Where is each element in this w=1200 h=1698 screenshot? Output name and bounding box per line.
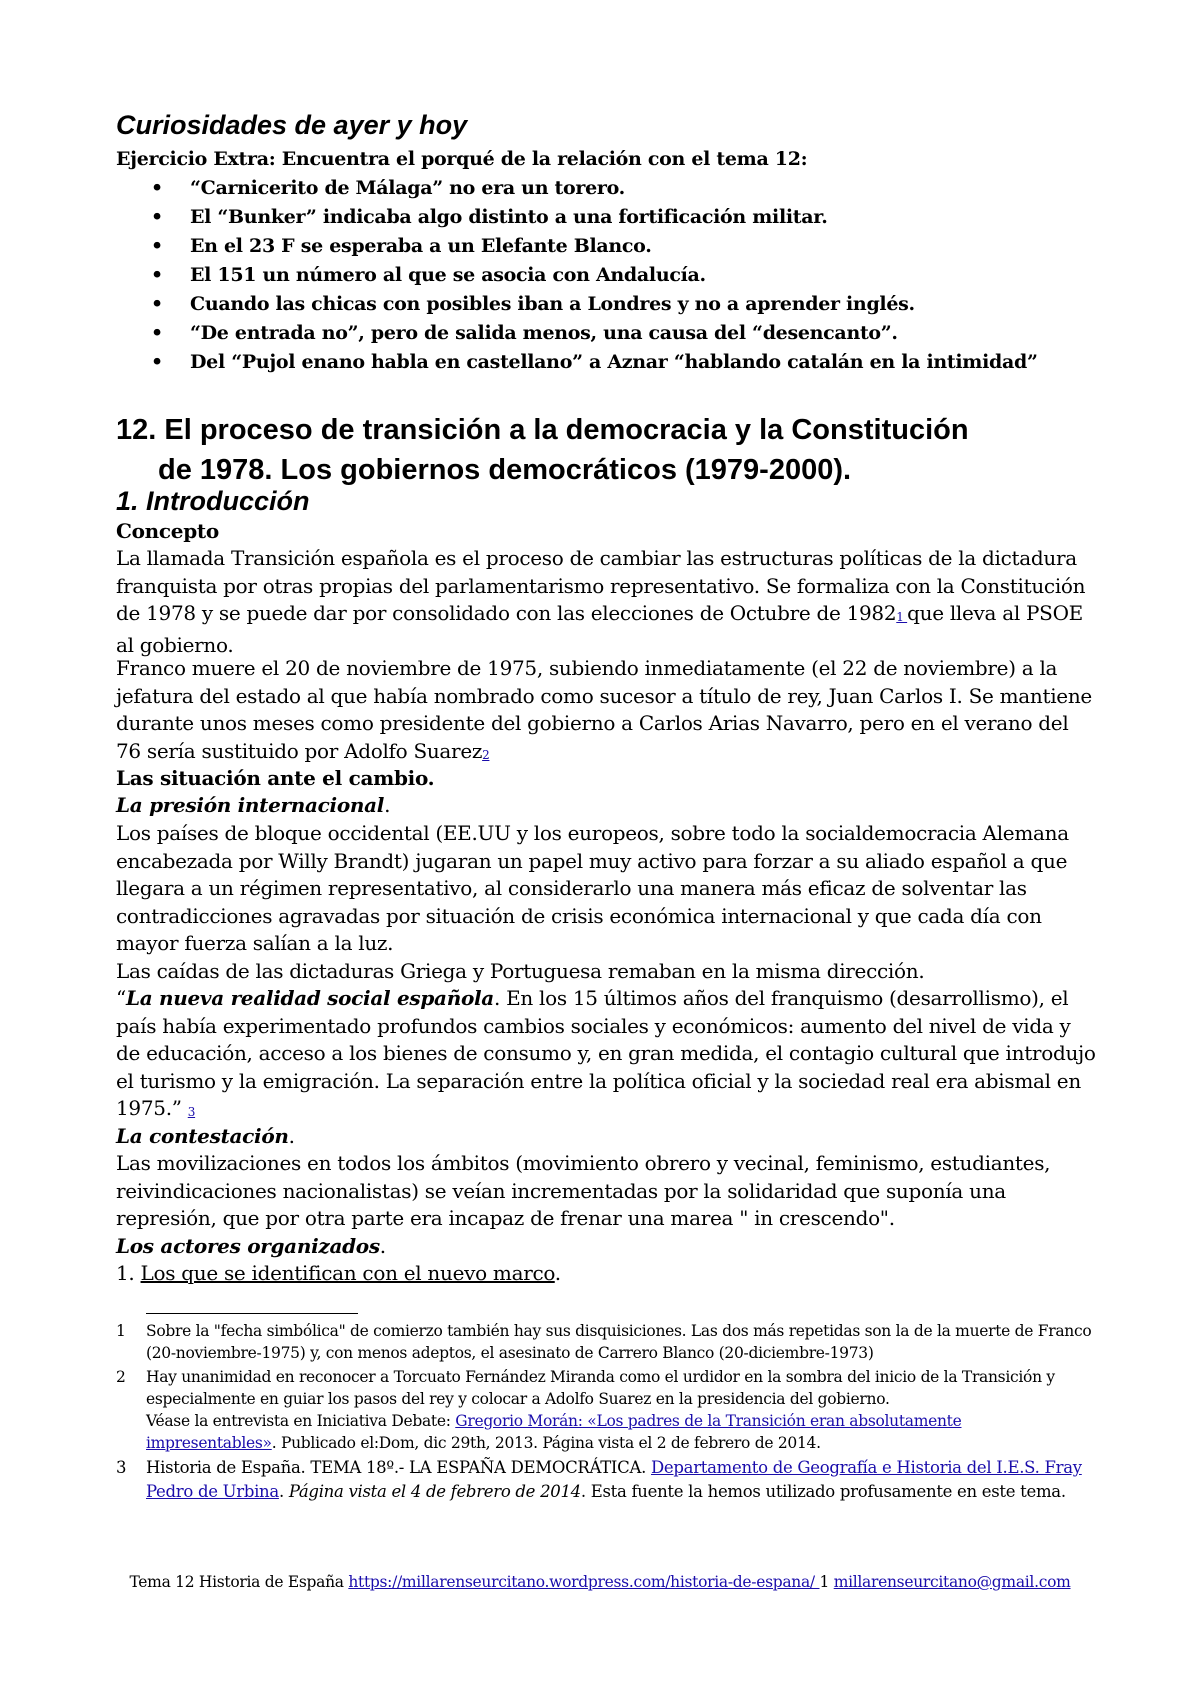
footnote-2-link[interactable]: Gregorio Morán: «Los padres de la Transición eran absolutamente impresentables» [146,1412,962,1452]
concepto-paragraph-1 [116,545,1096,659]
main-heading-line2: de 1978. Los gobiernos democráticos (1979-2000). [158,454,852,486]
contestacion-heading [116,1123,1096,1151]
bullet-icon: • [151,206,163,228]
footnote-1-text: Sobre la "fecha simbólica" de comierzo también hay sus disquisiciones. Las dos más repetidas son la de la muerte de Franco (20-noviembre-1975) y, con menos adeptos, el asesinato de Carrero Blanco (20-diciembre-1973) [146,1322,1092,1362]
actores-item-num: 1. [116,1261,141,1285]
footnote-1 [116,1320,1096,1366]
contestacion-period: . [288,1124,295,1148]
concepto-text-b: que lleva al PSOE al gobierno. [116,601,1083,657]
curiosidades-item-text: Del “Pujol enano habla en castellano” a Aznar “hablando catalán en la intimidad” [190,351,1038,373]
footnote-2-text-b: Véase la entrevista en Iniciativa Debate: [146,1412,456,1430]
actores-label: Los actores organizados [116,1234,380,1258]
nueva-text: . En los 15 últimos años del franquismo (desarrollismo), el país había experimentado profundos cambios sociales y económicos: aumento del nivel de vida y de educación, acceso a los bienes de consumo y, en gran medida, el contagio cultural que introdujo el turismo y la emigración. La separación entre la política oficial y la sociedad real era abismal en 1975.” [116,986,1096,1120]
actores-period: . [379,1234,386,1258]
footnote-2-number: 2 [116,1368,126,1386]
curiosidades-item-text: El “Bunker” indicaba algo distinto a una fortificación militar. [190,206,828,228]
footnote-3-number: 3 [116,1458,127,1477]
concepto-paragraph-2 [116,655,1096,769]
bullet-icon: • [151,293,163,315]
contestacion-label: La contestación [116,1124,289,1148]
contestacion-paragraph: Las movilizaciones en todos los ámbitos (movimiento obrero y vecinal, feminismo, estudiantes, reivindicaciones nacionalistas) se veían incrementadas por la solidaridad que suponía una represión, que por otra parte era incapaz de frenar una marea " in crescendo". [116,1151,1051,1230]
footnote-3-italic: Página vista el 4 de febrero de 2014 [288,1481,581,1501]
concepto-text-2: Franco muere el 20 de noviembre de 1975, subiendo inmediatamente (el 22 de noviembre) a la jefatura del estado al que había nombrado como sucesor a título de rey, Juan Carlos I. Se mantiene durante unos meses como presidente del gobierno a Carlos Arias Navarro, pero en el verano del 76 sería sustituido por Adolfo Suarez [116,656,1092,763]
situacion-label: Las situación ante el cambio. [116,766,435,790]
footnote-separator [146,1313,358,1314]
footnote-3-text-b: . [278,1481,289,1501]
footnote-3-link[interactable]: Departamento de Geografía e Historia del I.E.S. Fray Pedro de Urbina [146,1458,1082,1501]
footnote-1-number: 1 [116,1322,126,1340]
presion-heading [116,792,1096,820]
footer-email-link[interactable]: millarenseurcitano@gmail.com [833,1573,1071,1591]
actores-item-text: Los que se identifican con el nuevo marco [140,1261,555,1285]
footnote-3-text-c: . Esta fuente la hemos utilizado profusamente en este tema. [580,1481,1066,1501]
actores-item-period: . [554,1261,561,1285]
bullet-icon: • [151,322,163,344]
footnote-ref-3[interactable]: 3 [187,1105,196,1119]
footnote-2-text-a: Hay unanimidad en reconocer a Torcuato Fernández Miranda como el urdidor en la sombra del inicio de la Transición y especialmente en guiar los pasos del rey y colocar a Adolfo Suarez en la presidencia del gobierno. [146,1368,1055,1408]
page-footer [0,1573,1200,1591]
presion-label: La presión internacional [116,793,385,817]
curiosidades-item-text: El 151 un número al que se asocia con Andalucía. [190,264,706,286]
actores-heading [116,1233,1096,1261]
concepto-label: Concepto [116,519,219,543]
nueva-label: La nueva realidad social española [125,986,494,1010]
bullet-icon: • [151,177,163,199]
curiosidades-item-text: “Carnicerito de Málaga” no era un torero. [190,177,625,199]
footnote-3-body [146,1456,1096,1503]
curiosidades-item-text: Cuando las chicas con posibles iban a Londres y no a aprender inglés. [190,293,915,315]
bullet-icon: • [151,264,163,286]
curiosidades-item-text: En el 23 F se esperaba a un Elefante Blanco. [190,235,652,257]
curiosidades-title: Curiosidades de ayer y hoy [116,110,468,140]
footnote-2-text-c: . Publicado el:Dom, dic 29th, 2013. Página vista el 2 de febrero de 2014. [271,1434,821,1452]
footnote-2 [116,1366,1096,1456]
footnote-ref-1[interactable]: 1 [896,610,908,624]
footer-blog-link[interactable]: https://millarenseurcitano.wordpress.com/historia-de-espana/ [348,1573,820,1591]
presion-paragraph: Los países de bloque occidental (EE.UU y los europeos, sobre todo la socialdemocracia Alemana encabezada por Willy Brandt) jugaran un papel muy activo para forzar a su aliado español a que llegara a un régimen representativo, al considerarlo una manera más eficaz de solventar las contradicciones agravadas por situación de crisis económica internacional y que cada día con mayor fuerza salían a la luz. [116,821,1069,955]
presion-period: . [384,793,391,817]
bullet-icon: • [151,235,163,257]
section-heading: 1. Introducción [116,486,310,516]
footnote-3-text-a: Historia de España. TEMA 18º.- LA ESPAÑA DEMOCRÁTICA. [146,1458,651,1477]
footnote-ref-2[interactable]: 2 [482,747,490,762]
footnote-3 [116,1456,1096,1526]
nueva-realidad-paragraph [116,985,1096,1127]
main-heading-line1: 12. El proceso de transición a la democracia y la Constitución [116,414,969,446]
presion-paragraph-2: Las caídas de las dictaduras Griega y Portuguesa remaban en la misma dirección. [116,959,925,983]
footnote-2-body [146,1366,1096,1454]
footer-page-number: 1 [819,1573,830,1591]
exercise-intro: Ejercicio Extra: Encuentra el porqué de la relación con el tema 12: [116,148,808,170]
footer-text: Tema 12 Historia de España [129,1573,349,1591]
actores-item-1 [116,1260,1096,1288]
nueva-open-quote: “ [116,986,126,1010]
bullet-icon: • [151,351,163,373]
main-heading [116,410,1096,490]
concepto-text-a: La llamada Transición española es el proceso de cambiar las estructuras políticas de la dictadura franquista por otras propias del parlamentarismo representativo. Se formaliza con la Constitución de 1978 y se puede dar por consolidado con las elecciones de Octubre de 1982 [116,546,1086,625]
curiosidades-item-text: “De entrada no”, pero de salida menos, una causa del “desencanto”. [190,322,898,344]
